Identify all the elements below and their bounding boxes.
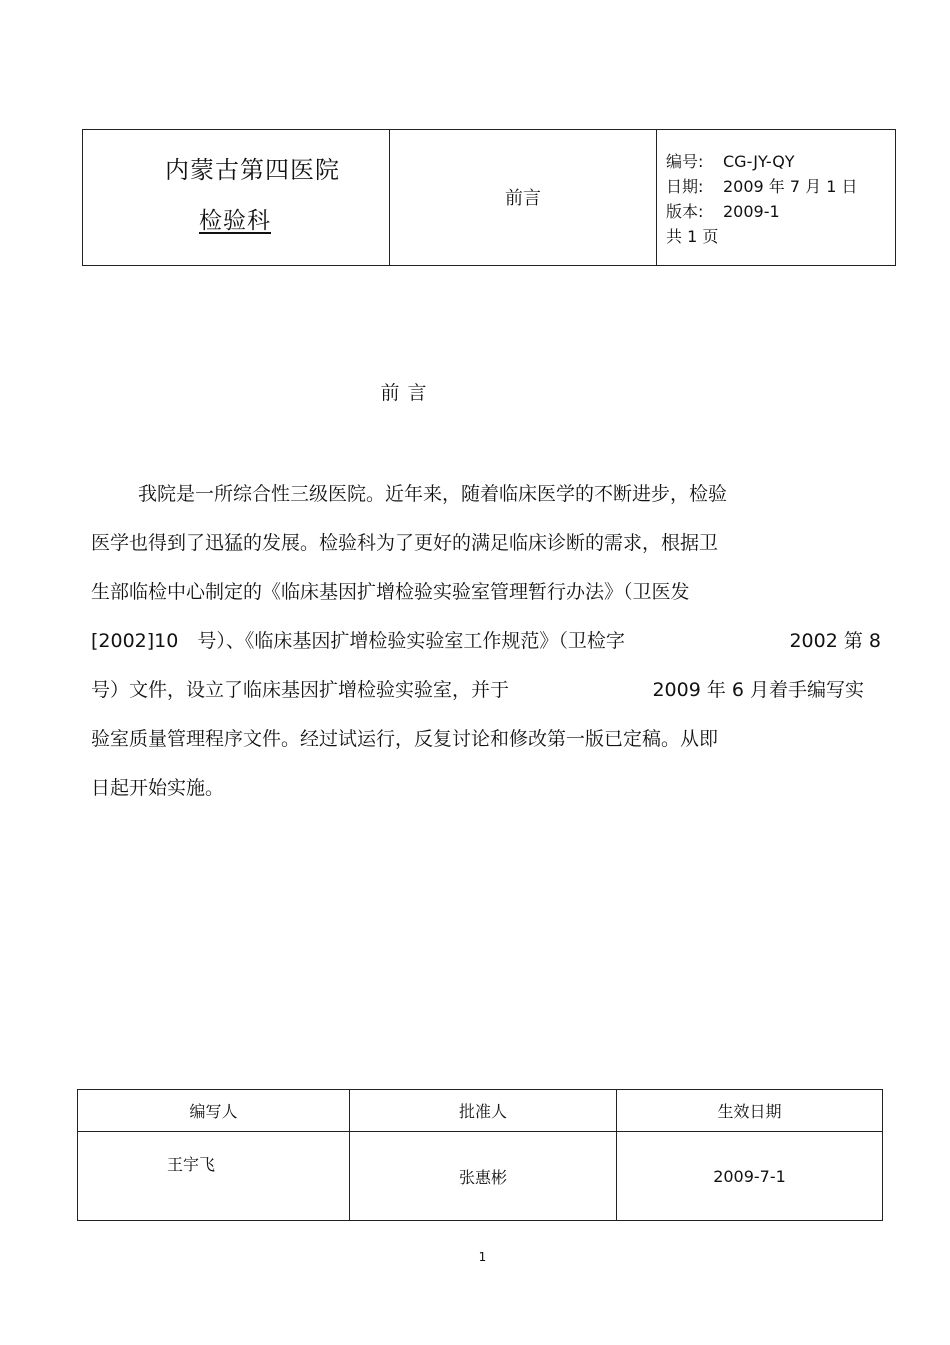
meta-pages: 共 1 页 <box>666 227 719 246</box>
header-title-cell <box>390 130 657 266</box>
department-name: 检验科 <box>199 208 271 234</box>
meta-version: 版本: 2009-1 <box>666 202 780 221</box>
approver-name: 张惠彬 <box>350 1132 617 1221</box>
header-table <box>82 129 896 266</box>
author-name: 王宇飞 <box>78 1132 350 1221</box>
author-header: 编写人 <box>78 1090 350 1132</box>
hospital-name: 内蒙古第四医院 <box>165 156 340 184</box>
document-title: 前言 <box>380 382 435 404</box>
approver-header: 批准人 <box>350 1090 617 1132</box>
document-body <box>91 470 881 813</box>
meta-number: 编号: CG-JY-QY <box>666 152 795 171</box>
body-line: 我院是一所综合性三级医院。近年来，随着临床医学的不断进步，检验 <box>138 483 728 505</box>
header-title: 前言 <box>505 188 541 209</box>
effective-date-header: 生效日期 <box>617 1090 883 1132</box>
header-meta-cell <box>657 130 896 266</box>
header-org-cell <box>83 130 390 266</box>
body-line: 验室质量管理程序文件。经过试运行，反复讨论和修改第一版已定稿。从即 <box>91 728 719 750</box>
body-line: [2002]10 号）、《临床基因扩增检验实验室工作规范》（卫检字 2002 第 8 <box>91 630 881 652</box>
body-line: 医学也得到了迅猛的发展。检验科为了更好的满足临床诊断的需求，根据卫 <box>91 532 719 554</box>
body-line: 日起开始实施。 <box>91 777 225 799</box>
meta-date: 日期: 2009 年 7 月 1 日 <box>666 177 858 196</box>
signoff-table <box>77 1089 883 1221</box>
effective-date: 2009-7-1 <box>617 1132 883 1221</box>
body-line: 生部临检中心制定的《临床基因扩增检验实验室管理暂行办法》（卫医发 <box>91 581 690 603</box>
document-meta <box>666 149 858 249</box>
body-line: 号）文件，设立了临床基因扩增检验实验室，并于 2009 年 6 月着手编写实 <box>91 679 864 701</box>
page-number: 1 <box>478 1250 487 1264</box>
